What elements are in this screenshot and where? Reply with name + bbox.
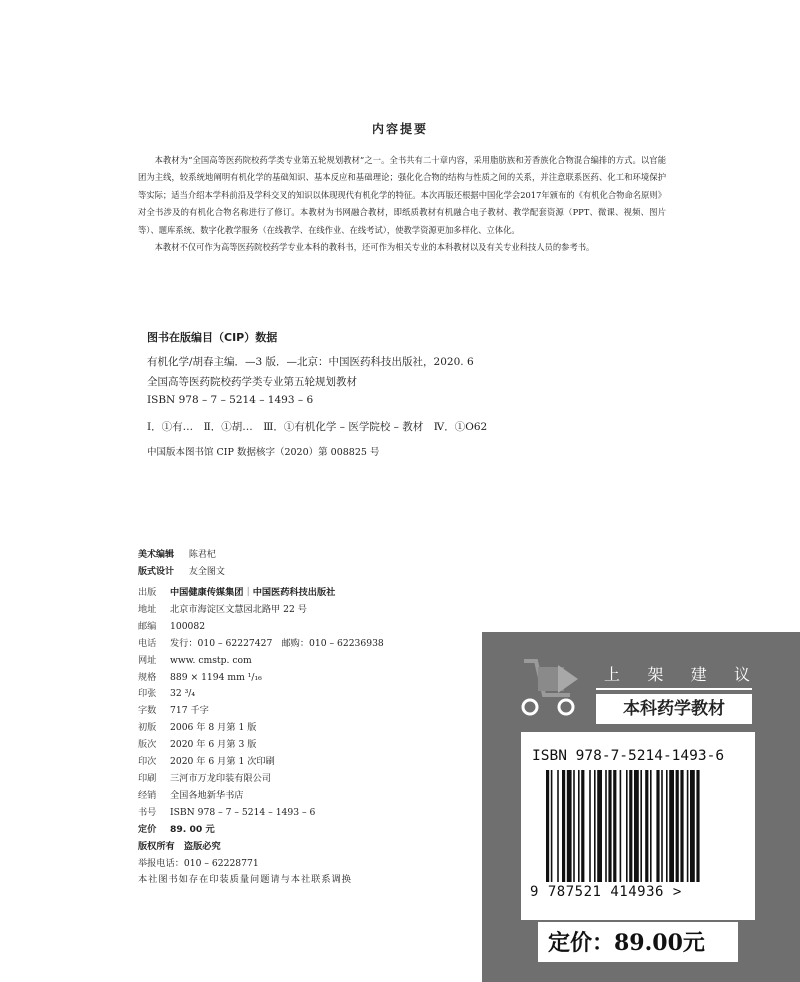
info-value: 三河市万龙印装有限公司 (170, 772, 272, 784)
barcode-bar (620, 770, 622, 882)
info-key: 规格 (138, 671, 157, 683)
info-key: 印次 (138, 756, 157, 768)
barcode-bar (626, 770, 628, 882)
info-value: 北京市海淀区文慧园北路甲 22 号 (170, 603, 307, 615)
shelf-char: 议 (733, 665, 750, 684)
info-key: 邮编 (138, 620, 157, 632)
summary-paragraph-1: 本教材为“全国高等医药院校药学类专业第五轮规划教材”之一。全书共有二十章内容，采用脂肪族和芳香族化合物混合编排的方式。以官能团为主线，较系统地阐明有机化学的基础知识、基本反应和基础理论；强化化合物的结构与性质之间的关系，并注意联系医药、化工和环境保护等实际；适当介绍本学科前沿及学科交叉的知识以体现现代有机化学的特征。本次再版还根据中国化学会2017年颁布的《有机化合物命名原则》对全书涉及的有机化合物名称进行了修订。本教材为书网融合教材，即纸质教材有机融合电子教材、教学配套资源（PPT、微课、视频、图片等）、题库系统、数字化教学服务（在线教学、在线作业、在线考试），使教学资源更加多样化、立体化。 (138, 155, 666, 235)
info-row (138, 670, 478, 687)
credit-value: 友全图文 (188, 567, 225, 577)
info-row (138, 636, 478, 653)
summary-paragraph-2: 本教材不仅可作为高等医药院校药学专业本科的教科书，还可作为相关专业的本科教材以及有关专业科技人员的参考书。 (154, 242, 595, 253)
barcode-bar (669, 770, 674, 882)
info-key: 出版 (138, 587, 157, 598)
shopping-cart-icon (520, 655, 582, 717)
credit-row (138, 547, 216, 560)
barcode-bar (608, 770, 611, 882)
info-key: 印张 (138, 688, 157, 700)
barcode-bar (629, 770, 632, 882)
info-value: 中国医药科技出版社 (252, 587, 336, 598)
cip-line: Ⅰ．①有… Ⅱ．①胡… Ⅲ．①有机化学 – 医学院校 – 教材 Ⅳ．①O62 (147, 421, 488, 433)
info-row (138, 771, 478, 788)
barcode (546, 770, 736, 882)
info-row (138, 653, 478, 670)
info-row (138, 805, 478, 822)
shelf-char: 上 (604, 665, 621, 684)
info-row (138, 619, 478, 636)
cip-title: 图书在版编目（CIP）数据 (147, 331, 278, 344)
quality-notice: 本社图书如存在印装质量问题请与本社联系调换 (138, 874, 352, 886)
barcode-bar (594, 770, 596, 882)
barcode-bar (581, 770, 584, 882)
info-value: 全国各地新华书店 (170, 789, 244, 801)
publication-info (138, 585, 478, 889)
info-row (138, 822, 478, 839)
info-value: 2020 年 6 月第 3 版 (170, 739, 257, 751)
barcode-bar (656, 770, 659, 882)
barcode-bar (557, 770, 559, 882)
info-value: 32 ³/₄ (170, 688, 196, 700)
category-label: 本科药学教材 (596, 694, 752, 724)
barcode-bar (640, 770, 642, 882)
barcode-bar (680, 770, 683, 882)
credit-value: 陈君杞 (188, 550, 216, 560)
info-value: 717 千字 (170, 705, 209, 717)
info-key: 网址 (138, 654, 157, 666)
info-key: 经销 (138, 789, 157, 801)
info-row (138, 602, 478, 619)
barcode-bar (613, 770, 616, 882)
price-label: 定价：89.00元 (548, 930, 705, 956)
cip-line: 全国高等医药院校药学类专业第五轮规划教材 (147, 376, 357, 388)
cip-line: ISBN 978 – 7 – 5214 – 1493 – 6 (147, 394, 314, 406)
barcode-bar (690, 770, 695, 882)
info-value: www. cmstp. com (170, 654, 252, 666)
info-key: 初版 (138, 722, 157, 734)
isbn-label: ISBN 978-7-5214-1493-6 (532, 748, 725, 764)
barcode-bar (597, 770, 602, 882)
barcode-bar (645, 770, 648, 882)
info-key: 定价 (138, 823, 157, 835)
info-row (138, 754, 478, 771)
info-key: 地址 (138, 603, 157, 615)
summary-title: 内容提要 (371, 122, 428, 136)
barcode-bar (634, 770, 639, 882)
shelf-char: 架 (647, 665, 664, 684)
info-row (138, 686, 478, 703)
shelf-suggestion (604, 662, 750, 685)
info-row (138, 737, 478, 754)
credit-row (138, 564, 225, 577)
info-value: 中国健康传媒集团 (170, 587, 244, 598)
info-row (138, 703, 478, 720)
rights-notice: 版权所有 盗版必究 (138, 840, 221, 852)
info-row (138, 720, 478, 737)
info-separator: ｜ (243, 587, 253, 598)
barcode-bar (687, 770, 689, 882)
barcode-bar (562, 770, 565, 882)
barcode-bar (567, 770, 572, 882)
info-value: ISBN 978 – 7 – 5214 – 1493 – 6 (170, 806, 316, 818)
info-row (138, 788, 478, 805)
barcode-bar (666, 770, 668, 882)
info-value: 2006 年 8 月第 1 版 (170, 722, 257, 734)
cip-line: 有机化学/胡春主编．—3 版．—北京：中国医药科技出版社，2020. 6 (147, 356, 474, 368)
barcode-bar (650, 770, 652, 882)
report-phone: 举报电话：010 – 62228771 (138, 857, 259, 869)
barcode-bar (696, 770, 699, 882)
shelf-char: 建 (690, 665, 707, 684)
cip-line: 中国版本图书馆 CIP 数据核字（2020）第 008825 号 (147, 447, 380, 458)
summary-text (138, 152, 666, 256)
barcode-bar (578, 770, 580, 882)
info-value: 889 × 1194 mm ¹/₁₆ (170, 671, 262, 683)
barcode-bar (546, 770, 549, 882)
info-key: 书号 (138, 806, 157, 818)
barcode-bar (573, 770, 575, 882)
barcode-bar (551, 770, 553, 882)
info-key: 版次 (138, 739, 157, 751)
credit-label: 版式设计 (138, 567, 175, 577)
info-value: 89. 00 元 (170, 823, 215, 835)
barcode-number: 9 787521 414936 > (530, 884, 682, 900)
info-value: 发行：010 – 62227427 邮购：010 – 62236938 (170, 637, 384, 649)
barcode-bar (605, 770, 607, 882)
info-value: 100082 (170, 620, 206, 632)
divider (596, 688, 752, 690)
credit-label: 美术编辑 (138, 550, 175, 560)
barcode-bar (589, 770, 591, 882)
barcode-bar (676, 770, 679, 882)
barcode-bar (661, 770, 663, 882)
info-value: 2020 年 6 月第 1 次印刷 (170, 756, 275, 768)
info-row (138, 585, 478, 602)
info-key: 印刷 (138, 772, 157, 784)
info-key: 电话 (138, 637, 157, 649)
info-key: 字数 (138, 705, 157, 717)
